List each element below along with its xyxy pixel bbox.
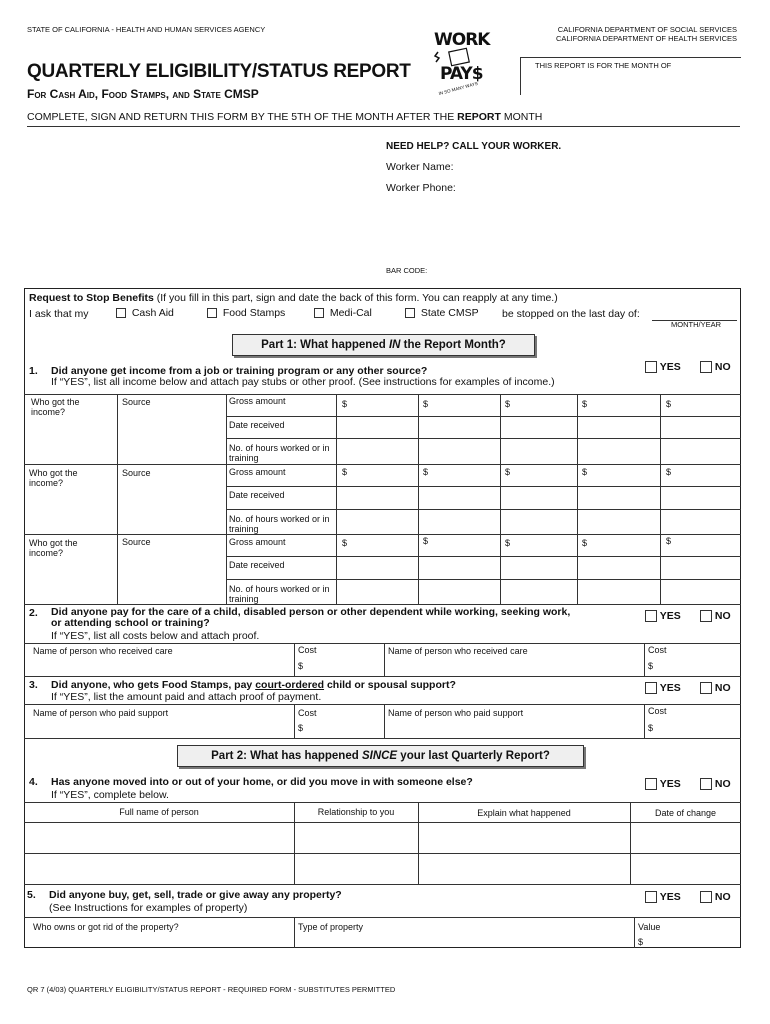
q2-subtext: If “YES”, list all costs below and attach proof. — [51, 630, 260, 642]
q1-yes-option[interactable] — [645, 361, 681, 373]
instruction-line — [27, 111, 542, 123]
q5-col-type: Type of property — [298, 922, 364, 932]
dollar-sign: $ — [648, 661, 654, 671]
dollar-sign: $ — [582, 399, 588, 409]
q5-col-div — [294, 917, 295, 948]
q5-no-option[interactable] — [700, 891, 731, 903]
q1-col-div — [226, 394, 227, 604]
q2-no-checkbox[interactable] — [700, 610, 712, 622]
q2-yes-checkbox[interactable] — [645, 610, 657, 622]
barcode-label: BAR CODE: — [386, 266, 428, 275]
stop-cash-aid-option[interactable] — [116, 307, 174, 319]
food-stamps-checkbox[interactable] — [207, 308, 217, 318]
part2-post: your last Quarterly Report? — [397, 750, 550, 762]
part2-heading — [177, 745, 584, 767]
food-stamps-label: Food Stamps — [222, 307, 286, 319]
q5-no-checkbox[interactable] — [700, 891, 712, 903]
q2-col-div — [384, 643, 385, 676]
logo-pays: PAY$ — [440, 64, 483, 84]
q5-yes-option[interactable] — [645, 891, 681, 903]
q4-table-top — [24, 802, 741, 803]
part2-em: SINCE — [361, 750, 398, 762]
q1-source-label: Source — [122, 537, 151, 547]
logo-tagline: IN SO MANY WAYS — [438, 80, 479, 97]
worker-phone-label: Worker Phone: — [386, 182, 456, 194]
q2-col-cost-2: Cost — [648, 645, 667, 655]
need-help-label: NEED HELP? CALL YOUR WORKER. — [386, 141, 562, 152]
dollar-sign: $ — [298, 661, 304, 671]
dollar-sign: $ — [648, 723, 654, 733]
q3-no-label: NO — [714, 682, 731, 694]
part1-heading — [232, 334, 535, 356]
q1-col-div — [577, 394, 578, 604]
worker-name-label: Worker Name: — [386, 161, 454, 173]
dept-health-services: CALIFORNIA DEPARTMENT OF HEALTH SERVICES — [555, 34, 737, 43]
q1-question: Did anyone get income from a job or training program or any other source? — [51, 365, 428, 377]
stop-medi-cal-option[interactable] — [314, 307, 372, 319]
q3-col-div — [644, 704, 645, 738]
q4-row-line — [24, 822, 741, 823]
q2-col-care-name: Name of person who received care — [33, 646, 173, 656]
q1-group-line — [24, 464, 741, 465]
dollar-sign: $ — [666, 467, 672, 477]
report-month-label: THIS REPORT IS FOR THE MONTH OF — [535, 61, 672, 70]
stop-benefits-text: (If you fill in this part, sign and date the back of this form. You can reapply at any time.) — [153, 292, 558, 304]
q3-table-top — [24, 704, 741, 705]
q1-row-line — [226, 509, 741, 510]
q4-col-explain: Explain what happened — [477, 808, 571, 818]
logo-work: WORK — [434, 30, 490, 50]
q3-col-payer: Name of person who paid support — [33, 708, 169, 718]
q1-col-div — [336, 394, 337, 604]
q1-who-label: Who got the income? — [31, 397, 80, 417]
dollar-sign: $ — [505, 538, 511, 548]
q1-source-label: Source — [122, 397, 151, 407]
q4-question: Has anyone moved into or out of your home, or did you move in with someone else? — [51, 776, 473, 788]
q1-row-line — [226, 416, 741, 417]
q5-no-label: NO — [714, 891, 731, 903]
q4-yes-label: YES — [659, 778, 681, 790]
dollar-sign: $ — [666, 536, 672, 546]
stop-food-stamps-option[interactable] — [207, 307, 285, 319]
dollar-sign: $ — [298, 723, 304, 733]
q3-col-cost: Cost — [298, 708, 317, 718]
medi-cal-label: Medi-Cal — [329, 307, 372, 319]
q4-col-relationship: Relationship to you — [317, 807, 395, 817]
dollar-sign: $ — [505, 467, 511, 477]
q2-no-option[interactable] — [700, 610, 731, 622]
q2-col-div — [644, 643, 645, 676]
dollar-sign: $ — [342, 399, 348, 409]
q1-row-line — [226, 556, 741, 557]
page-title: QUARTERLY ELIGIBILITY/STATUS REPORT — [27, 61, 411, 82]
agency-label: STATE OF CALIFORNIA - HEALTH AND HUMAN SERVICES AGENCY — [27, 25, 266, 34]
q4-yes-option[interactable] — [645, 778, 681, 790]
q1-who-label: Who got the income? — [29, 468, 78, 488]
dollar-sign: $ — [423, 399, 429, 409]
q1-source-label: Source — [122, 468, 151, 478]
q1-yes-checkbox[interactable] — [645, 361, 657, 373]
q2-question-line2: or attending school or training? — [51, 617, 210, 629]
stop-state-cmsp-option[interactable] — [405, 307, 479, 319]
q3-subtext: If “YES”, list the amount paid and attach proof of payment. — [51, 691, 322, 703]
q2-col-cost: Cost — [298, 645, 317, 655]
q1-who-label: Who got the income? — [29, 538, 78, 558]
q2-table-bottom — [24, 676, 741, 677]
q3-question-underlined: court-ordered — [255, 679, 325, 691]
q5-question: Did anyone buy, get, sell, trade or give away any property? — [49, 889, 342, 901]
q3-col-div — [294, 704, 295, 738]
q2-yes-label: YES — [659, 610, 681, 622]
q1-date-label: Date received — [229, 420, 285, 430]
q1-no-checkbox[interactable] — [700, 361, 712, 373]
q3-no-checkbox[interactable] — [700, 682, 712, 694]
q1-row-line — [226, 438, 741, 439]
q4-no-option[interactable] — [700, 778, 731, 790]
q1-gross-label: Gross amount — [229, 537, 286, 547]
department-labels — [540, 25, 737, 43]
q1-table-bottom — [24, 604, 741, 605]
q1-col-div — [500, 394, 501, 604]
instruction-bold: REPORT — [457, 111, 501, 123]
form-footer: QR 7 (4/03) QUARTERLY ELIGIBILITY/STATUS REPORT - REQUIRED FORM - SUBSTITUTES PERMITTED — [27, 985, 396, 994]
instruction-pre: COMPLETE, SIGN AND RETURN THIS FORM BY THE 5TH OF THE MONTH AFTER THE — [27, 111, 458, 123]
dollar-sign: $ — [505, 399, 511, 409]
q3-question — [51, 679, 456, 691]
q3-no-option[interactable] — [700, 682, 731, 694]
q3-yes-option[interactable] — [645, 682, 681, 694]
part1-post: the Report Month? — [400, 339, 506, 351]
q1-number: 1. — [29, 365, 38, 377]
q5-number: 5. — [27, 889, 36, 901]
state-cmsp-checkbox[interactable] — [405, 308, 415, 318]
dollar-sign: $ — [582, 467, 588, 477]
q1-hours-label: No. of hours worked or in training — [229, 514, 330, 534]
q1-no-label: NO — [714, 361, 731, 373]
q3-question-pre: Did anyone, who gets Food Stamps, pay — [51, 679, 256, 691]
q3-number: 3. — [29, 679, 38, 691]
q3-yes-label: YES — [659, 682, 681, 694]
month-year-label: MONTH/YEAR — [671, 320, 722, 329]
work-pays-logo — [430, 28, 500, 100]
q1-col-div — [660, 394, 661, 604]
q1-row-line — [226, 486, 741, 487]
q3-col-div — [384, 704, 385, 738]
q1-group-line — [24, 534, 741, 535]
q1-date-label: Date received — [229, 490, 285, 500]
q3-table-bottom — [24, 738, 741, 739]
q2-question — [51, 607, 570, 629]
q1-gross-label: Gross amount — [229, 396, 286, 406]
q5-yes-label: YES — [659, 891, 681, 903]
q4-col-full-name: Full name of person — [119, 807, 199, 817]
dollar-sign: $ — [582, 538, 588, 548]
state-cmsp-label: State CMSP — [420, 307, 479, 319]
q4-table-bottom — [24, 884, 741, 885]
q1-date-label: Date received — [229, 560, 285, 570]
dollar-sign: $ — [342, 467, 348, 477]
dollar-sign: $ — [638, 937, 644, 947]
q3-question-post: child or spousal support? — [324, 679, 456, 691]
stop-benefits-ask: I ask that my — [29, 308, 89, 320]
dollar-sign: $ — [423, 467, 429, 477]
cash-aid-checkbox[interactable] — [116, 308, 126, 318]
q4-row-line — [24, 853, 741, 854]
report-month-box[interactable] — [520, 57, 741, 95]
dollar-sign: $ — [342, 538, 348, 548]
q4-subtext: If “YES”, complete below. — [51, 789, 169, 801]
q4-yes-checkbox[interactable] — [645, 778, 657, 790]
q4-col-date: Date of change — [654, 808, 717, 818]
q2-yes-option[interactable] — [645, 610, 681, 622]
dollar-sign: $ — [423, 536, 429, 546]
q2-col-care-name-2: Name of person who received care — [388, 646, 528, 656]
stop-benefits-title: Request to Stop Benefits — [29, 292, 154, 304]
q4-no-label: NO — [714, 778, 731, 790]
q2-table-top — [24, 643, 741, 644]
q1-hours-label: No. of hours worked or in training — [229, 584, 330, 604]
dept-social-services: CALIFORNIA DEPARTMENT OF SOCIAL SERVICES — [557, 25, 737, 34]
part1-em: IN — [388, 339, 401, 351]
q5-subtext: (See Instructions for examples of property) — [49, 902, 248, 914]
q4-number: 4. — [29, 776, 38, 788]
q1-hours-label: No. of hours worked or in training — [229, 443, 330, 463]
q5-col-owner: Who owns or got rid of the property? — [33, 922, 179, 932]
q2-question-line1: Did anyone pay for the care of a child, disabled person or other dependent while working, seeking work, — [51, 606, 571, 618]
part1-pre: Part 1: What happened — [261, 339, 389, 351]
q1-col-div — [117, 394, 118, 604]
part2-pre: Part 2: What has happened — [211, 750, 362, 762]
q1-row-line — [226, 579, 741, 580]
q2-col-div — [294, 643, 295, 676]
q3-col-cost-2: Cost — [648, 706, 667, 716]
q1-gross-label: Gross amount — [229, 467, 286, 477]
page-subtitle: For Cash Aid, Food Stamps, and State CMSP — [27, 87, 259, 101]
q5-col-div — [634, 917, 635, 948]
q1-table-top — [24, 394, 741, 395]
q1-yes-label: YES — [659, 361, 681, 373]
q5-yes-checkbox[interactable] — [645, 891, 657, 903]
q2-number: 2. — [29, 607, 38, 619]
header-rule — [27, 126, 740, 127]
medi-cal-checkbox[interactable] — [314, 308, 324, 318]
q3-col-payer-2: Name of person who paid support — [388, 708, 524, 718]
instruction-post: MONTH — [500, 111, 543, 123]
cash-aid-label: Cash Aid — [131, 307, 174, 319]
q3-yes-checkbox[interactable] — [645, 682, 657, 694]
stop-benefits-heading — [29, 292, 558, 304]
q4-no-checkbox[interactable] — [700, 778, 712, 790]
q1-subtext: If “YES”, list all income below and attach pay stubs or other proof. (See instructions for examples of income.) — [51, 376, 555, 388]
q2-no-label: NO — [714, 610, 731, 622]
q5-col-value: Value — [638, 922, 661, 932]
stop-last-day-label: be stopped on the last day of: — [502, 308, 640, 320]
dollar-sign: $ — [666, 399, 672, 409]
q1-col-div — [418, 394, 419, 604]
q1-no-option[interactable] — [700, 361, 731, 373]
